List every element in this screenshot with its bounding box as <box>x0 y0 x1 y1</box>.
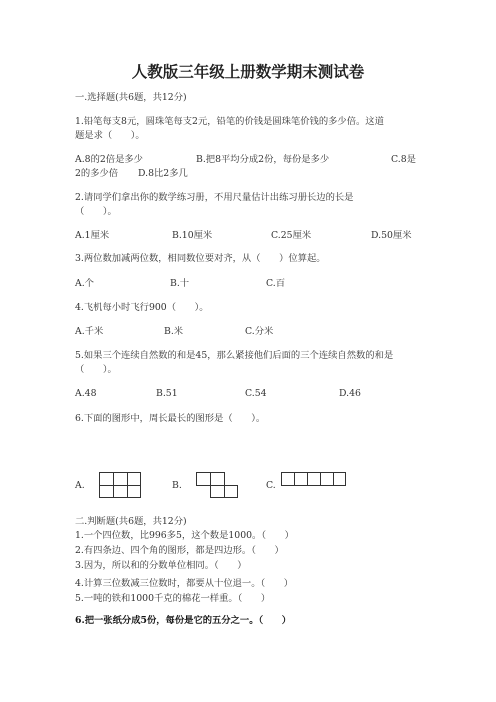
question-6-text: 6.下面的图形中，周长最长的图形是（ ）。 <box>75 413 266 424</box>
question-3-option-a: A.个 <box>75 278 94 289</box>
question-1-option-c-cont: 2的多少倍 <box>75 168 119 179</box>
judgement-item: 5.一吨的铁和1000千克的棉花一样重。（ ） <box>75 593 271 604</box>
judgement-item: 4.计算三位数减三位数时，都要从十位退一。（ ） <box>75 578 294 589</box>
question-1-option-c: C.8是 <box>391 154 416 165</box>
question-5-text-line2: （ ）。 <box>75 364 117 375</box>
question-2-option-d: D.50厘米 <box>371 230 412 241</box>
question-2-text-line2: （ ）。 <box>75 206 117 217</box>
question-1-text-line1: 1.铅笔每支8元，圆珠笔每支2元，铅笔的价钱是圆珠笔价钱的多少倍。这道 <box>75 116 384 127</box>
judgement-item: 2.有四条边、四个角的图形，都是四边形。（ ） <box>75 545 284 556</box>
question-4-text: 4.飞机每小时飞行900（ ）。 <box>75 302 209 313</box>
question-2-option-a: A.1厘米 <box>75 230 110 241</box>
question-1-option-b: B.把8平均分成2份，每份是多少 <box>196 154 330 165</box>
judgement-item: 6.把一张纸分成5份，每份是它的五分之一。（ ） <box>75 615 292 626</box>
question-3-option-c: C.百 <box>266 278 286 289</box>
question-6-option-b: B. <box>172 480 182 491</box>
question-2-text-line1: 2.请同学们拿出你的数学练习册，不用尺量估计出练习册长边的长是 <box>75 192 354 203</box>
question-5-option-a: A.48 <box>75 388 97 399</box>
question-2-option-b: B.10厘米 <box>172 230 213 241</box>
page-title: 人教版三年级上册数学期末测试卷 <box>131 62 365 81</box>
question-5-text-line1: 5.如果三个连续自然数的和是45，那么紧接他们后面的三个连续自然数的和是 <box>75 350 394 361</box>
question-1-text-line2: 题是求（ ）。 <box>75 130 145 141</box>
question-5-option-c: C.54 <box>245 388 267 399</box>
question-5-option-d: D.46 <box>339 388 361 399</box>
section-heading-choice: 一.选择题(共6题，共12分) <box>75 92 187 103</box>
question-3-text: 3.两位数加减两位数，相同数位要对齐，从（ ）位算起。 <box>75 253 326 264</box>
question-5-option-b: B.51 <box>156 388 178 399</box>
question-6-option-a: A. <box>75 480 85 491</box>
question-4-option-c: C.分米 <box>245 326 274 337</box>
question-6-option-c: C. <box>266 480 276 491</box>
judgement-item: 3.因为，所以和的分数单位相同。（ ） <box>75 560 247 571</box>
question-4-option-b: B.米 <box>164 326 184 337</box>
question-3-option-b: B.十 <box>170 278 190 289</box>
question-1-option-d: D.8比2多几 <box>138 168 188 179</box>
section-heading-judgement: 二.判断题(共6题，共12分) <box>75 516 187 527</box>
figure-b-grid <box>196 472 238 498</box>
question-1-option-a: A.8的2倍是多少 <box>75 154 143 165</box>
question-4-option-a: A.千米 <box>75 326 104 337</box>
figure-c-grid <box>281 472 346 486</box>
judgement-item: 1.一个四位数，比996多5，这个数是1000。（ ） <box>75 530 294 541</box>
figure-a-grid <box>99 472 141 498</box>
question-2-option-c: C.25厘米 <box>271 230 312 241</box>
